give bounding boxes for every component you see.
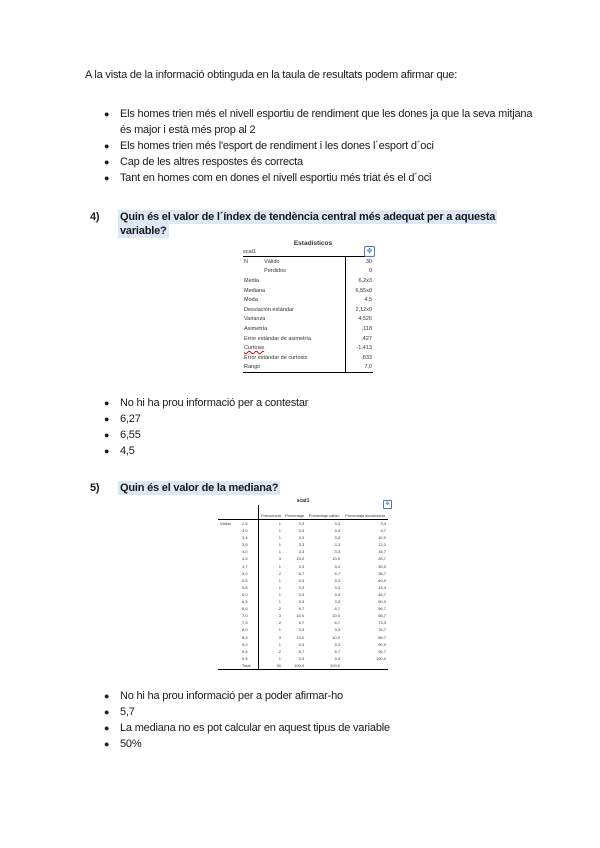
frequency: 2 — [278, 570, 281, 576]
row-sublabel: Válido — [264, 258, 280, 265]
category: 2,5 — [240, 520, 259, 528]
valid-percent: 6,7 — [334, 606, 341, 612]
valid-percent: 3,3 — [334, 641, 341, 647]
valid-percent: 100,0 — [306, 662, 342, 670]
cumulative-percent: 40,0 — [378, 577, 386, 583]
percent: 3,3 — [298, 535, 305, 541]
table-row — [243, 276, 373, 286]
category: 8,5 — [240, 634, 259, 641]
group-label — [218, 648, 240, 655]
option-item — [95, 411, 540, 427]
row-value: 0 — [345, 267, 373, 277]
question-text: Quin és el valor de l´índex de tendència central més adequat per a aquesta — [120, 211, 496, 223]
row-value: 6,55x0 — [345, 286, 373, 296]
table-row — [243, 257, 373, 267]
table-row — [243, 315, 373, 325]
percent: 10,0 — [296, 613, 305, 619]
table-row — [218, 520, 388, 528]
table-row — [218, 626, 388, 633]
percent: 3,3 — [298, 591, 305, 597]
option-item — [95, 688, 540, 704]
frequency: 1 — [278, 563, 281, 569]
options-q4 — [95, 395, 540, 459]
valid-percent: 3,3 — [334, 542, 341, 548]
table-row — [218, 634, 388, 641]
category: 5,8 — [240, 584, 259, 591]
option-item — [95, 736, 540, 752]
cumulative-percent: 56,7 — [378, 606, 386, 612]
table-row — [243, 295, 373, 305]
category: 3,0 — [240, 527, 259, 534]
table-row — [243, 353, 373, 363]
frequency: 1 — [278, 577, 281, 583]
group-label — [218, 626, 240, 633]
cumulative-percent: 76,7 — [378, 627, 386, 633]
row-label — [243, 267, 263, 277]
intro-text: A la vista de la informació obtinguda en la taula de resultats podem afirmar que: — [85, 69, 458, 81]
frequency: 3 — [278, 634, 281, 640]
group-label — [218, 605, 240, 612]
option-text: No hi ha prou informació per a poder afirmar-ho — [120, 690, 343, 702]
col-header: Porcentaje acumulado — [342, 505, 388, 520]
table-header-row — [218, 505, 388, 520]
option-item — [95, 170, 540, 186]
option-text-cont: és major i està més prop al 2 — [120, 124, 256, 136]
option-text: 6,27 — [120, 413, 141, 425]
row-value: ,427 — [345, 334, 373, 344]
group-label — [218, 634, 240, 641]
table-row — [243, 343, 373, 353]
bullet-icon: ● — [104, 157, 110, 167]
cumulative-percent: 30,0 — [378, 563, 386, 569]
question-text: Quin és el valor de la mediana? — [120, 482, 279, 494]
percent: 3,3 — [298, 528, 305, 534]
group-label — [218, 555, 240, 562]
percent: 100,0 — [283, 662, 306, 670]
row-value: -1,413 — [345, 343, 373, 353]
category: 8,0 — [240, 626, 259, 633]
pivot-icon: ✥ — [364, 246, 375, 257]
frequency: 1 — [278, 599, 281, 605]
cumulative-percent: 90,0 — [378, 641, 386, 647]
frequency: 1 — [278, 528, 281, 534]
option-item — [95, 443, 540, 459]
valid-percent: 10,0 — [332, 613, 341, 619]
row-sublabel: Perdidos — [264, 268, 286, 275]
table-row — [218, 591, 388, 598]
bullet-icon: ● — [104, 739, 110, 749]
group-label — [218, 570, 240, 577]
percent: 3,3 — [298, 641, 305, 647]
frequency: 2 — [278, 648, 281, 654]
cumulative-percent: 100,0 — [375, 655, 386, 661]
row-label: Error estándar de asimetría — [244, 335, 311, 342]
group-label — [218, 584, 240, 591]
row-label: Error estándar de curtosis — [244, 354, 308, 361]
cumulative-percent: 13,3 — [378, 542, 386, 548]
valid-percent: 3,3 — [334, 584, 341, 590]
percent: 6,7 — [298, 606, 305, 612]
percent: 10,0 — [296, 556, 305, 562]
table-row — [218, 563, 388, 570]
frequency: 1 — [278, 535, 281, 541]
category: 4,5 — [240, 555, 259, 562]
percent: 3,3 — [298, 549, 305, 555]
row-label: Varianza — [244, 316, 266, 323]
question-5 — [90, 482, 280, 494]
col-header: Porcentaje válido — [306, 505, 342, 520]
percent: 3,3 — [298, 542, 305, 548]
group-label — [218, 655, 240, 662]
category: 9,4 — [240, 648, 259, 655]
table-row — [218, 577, 388, 584]
row-value: 6,2x3 — [345, 276, 373, 286]
row-label: Asimetría — [244, 325, 268, 332]
option-text: Els homes trien més el nivell esportiu de rendiment que les dones ja que la seva mitjana — [120, 108, 533, 120]
frequency: 1 — [278, 627, 281, 633]
table-row — [218, 570, 388, 577]
option-text: Tant en homes com en dones el nivell esportiu més triat és el d´oci — [120, 172, 432, 184]
row-label: N — [244, 258, 248, 265]
question-number: 4) — [90, 211, 100, 223]
frequency-table — [218, 498, 388, 670]
bullet-icon: ● — [104, 446, 110, 456]
option-item — [95, 720, 540, 736]
cumulative-percent: 50,0 — [378, 599, 386, 605]
group-label — [218, 527, 240, 534]
table-row — [218, 648, 388, 655]
table-row — [218, 605, 388, 612]
col-header: Frecuencia — [259, 505, 283, 520]
group-label — [218, 548, 240, 555]
cumulative-percent: 26,7 — [378, 556, 386, 562]
percent: 6,7 — [298, 570, 305, 576]
bullet-icon: ● — [104, 707, 110, 717]
options-q3 — [95, 106, 540, 186]
frequency: 1 — [278, 521, 281, 526]
option-item — [95, 154, 540, 170]
question-number: 5) — [90, 482, 100, 494]
cumulative-percent: 73,3 — [378, 620, 386, 626]
stats-table — [243, 240, 373, 373]
option-item — [95, 704, 540, 720]
percent: 3,3 — [298, 627, 305, 633]
row-value: 4,526 — [345, 315, 373, 325]
table-row — [218, 527, 388, 534]
cumulative-percent: 6,7 — [380, 528, 386, 534]
stats-variable: scat1 — [243, 249, 257, 255]
bullet-icon: ● — [104, 691, 110, 701]
table-row — [243, 334, 373, 344]
category: Total — [240, 662, 259, 670]
cumulative-percent: 10,0 — [378, 535, 386, 541]
frequency: 1 — [278, 591, 281, 597]
option-item — [95, 427, 540, 443]
option-text: Cap de les altres respostes és correcta — [120, 156, 303, 168]
valid-percent: 3,3 — [334, 563, 341, 569]
row-label: Media — [244, 277, 259, 284]
table-row — [218, 662, 388, 670]
table-row — [243, 305, 373, 315]
cumulative-percent: 36,7 — [378, 570, 386, 576]
table-row — [218, 612, 388, 619]
valid-percent: 6,7 — [334, 570, 341, 576]
percent: 3,3 — [298, 584, 305, 590]
row-value: 4,5 — [345, 295, 373, 305]
percent: 6,7 — [298, 648, 305, 654]
cumulative-percent: 3,3 — [380, 521, 386, 526]
category: 6,0 — [240, 591, 259, 598]
question-4 — [90, 211, 497, 237]
question-text-cont: variable? — [120, 225, 167, 237]
row-label: Mediana — [244, 287, 266, 294]
cumulative-percent: 96,7 — [378, 648, 386, 654]
cumulative-percent: 66,7 — [378, 613, 386, 619]
category: 6,5 — [240, 598, 259, 605]
category: 6,6 — [240, 605, 259, 612]
table-row — [218, 641, 388, 648]
row-value: ,833 — [345, 353, 373, 363]
option-item — [95, 106, 540, 138]
group-label — [218, 541, 240, 548]
group-label — [218, 662, 240, 670]
option-text: La mediana no es pot calcular en aquest tipus de variable — [120, 722, 390, 734]
pivot-icon: ✥ — [383, 500, 392, 509]
option-text: 5,7 — [120, 706, 135, 718]
option-text: Els homes trien més l'esport de rendiment i les dones l´esport d´oci — [120, 140, 434, 152]
valid-percent: 3,3 — [334, 591, 341, 597]
percent: 3,3 — [298, 599, 305, 605]
group-label — [218, 612, 240, 619]
percent: 3,3 — [298, 655, 305, 661]
group-label — [218, 563, 240, 570]
row-label: Desviación estándar — [244, 306, 294, 313]
option-item — [95, 395, 540, 411]
table-row — [218, 541, 388, 548]
category: 9,0 — [240, 641, 259, 648]
valid-percent: 3,3 — [334, 535, 341, 541]
bullet-icon: ● — [104, 398, 110, 408]
table-row — [218, 534, 388, 541]
percent: 10,0 — [296, 634, 305, 640]
category: 4,0 — [240, 548, 259, 555]
category: 5,5 — [240, 577, 259, 584]
frequency: 1 — [278, 542, 281, 548]
group-label — [218, 534, 240, 541]
bullet-icon: ● — [104, 723, 110, 733]
freq-title: scat1 — [296, 498, 310, 504]
table-row — [243, 267, 373, 277]
category: 9,5 — [240, 655, 259, 662]
freq-body — [218, 520, 388, 670]
group-label — [218, 641, 240, 648]
frequency: 3 — [278, 613, 281, 619]
col-header: Porcentaje — [283, 505, 306, 520]
bullet-icon: ● — [104, 141, 110, 151]
frequency: 30 — [259, 662, 283, 670]
table-row — [243, 286, 373, 296]
row-value: ,118 — [345, 324, 373, 334]
row-value: 2,12x0 — [345, 305, 373, 315]
bullet-icon: ● — [104, 173, 110, 183]
cumulative-percent — [342, 662, 388, 670]
table-row — [218, 548, 388, 555]
cumulative-percent: 43,3 — [378, 584, 386, 590]
percent: 3,3 — [298, 521, 305, 526]
valid-percent: 3,3 — [334, 577, 341, 583]
category: 3,4 — [240, 534, 259, 541]
row-value: 30 — [345, 257, 373, 267]
category: 5,0 — [240, 570, 259, 577]
row-value: 7,0 — [345, 363, 373, 373]
cumulative-percent: 46,7 — [378, 591, 386, 597]
percent: 6,7 — [298, 620, 305, 626]
table-row — [218, 584, 388, 591]
valid-percent: 6,7 — [334, 648, 341, 654]
valid-percent: 10,0 — [332, 556, 341, 562]
row-label: Rango — [244, 364, 261, 371]
option-text: 4,5 — [120, 445, 135, 457]
category: 3,5 — [240, 541, 259, 548]
row-label: Curtosis — [244, 345, 265, 352]
frequency: 2 — [278, 620, 281, 626]
valid-percent: 3,3 — [334, 528, 341, 534]
options-q5 — [95, 688, 540, 752]
valid-percent: 3,3 — [334, 599, 341, 605]
option-item — [95, 138, 540, 154]
category: 4,7 — [240, 563, 259, 570]
table-row — [218, 655, 388, 662]
frequency: 1 — [278, 584, 281, 590]
group-label — [218, 577, 240, 584]
option-text: 50% — [120, 738, 142, 750]
cumulative-percent: 86,7 — [378, 634, 386, 640]
category: 7,0 — [240, 612, 259, 619]
valid-percent: 10,0 — [332, 634, 341, 640]
valid-percent: 3,3 — [334, 655, 341, 661]
frequency: 1 — [278, 655, 281, 661]
cumulative-percent: 16,7 — [378, 549, 386, 555]
group-label: Válido — [220, 521, 232, 526]
bullet-icon: ● — [104, 109, 110, 119]
group-label — [218, 619, 240, 626]
option-text: 6,55 — [120, 429, 141, 441]
group-label — [218, 591, 240, 598]
table-row — [218, 555, 388, 562]
row-label: Moda — [244, 297, 258, 304]
bullet-icon: ● — [104, 430, 110, 440]
frequency: 1 — [278, 549, 281, 555]
percent: 3,3 — [298, 563, 305, 569]
frequency: 2 — [278, 606, 281, 612]
valid-percent: 3,3 — [334, 521, 341, 526]
table-row — [243, 363, 373, 373]
valid-percent: 3,3 — [334, 627, 341, 633]
table-row — [218, 598, 388, 605]
percent: 3,3 — [298, 577, 305, 583]
frequency: 1 — [278, 641, 281, 647]
bullet-icon: ● — [104, 414, 110, 424]
category: 7,5 — [240, 619, 259, 626]
valid-percent: 6,7 — [334, 620, 341, 626]
table-row — [243, 324, 373, 334]
stats-title: Estadísticos — [293, 240, 333, 247]
group-label — [218, 598, 240, 605]
option-text: No hi ha prou informació per a contestar — [120, 397, 309, 409]
valid-percent: 3,3 — [334, 549, 341, 555]
frequency: 3 — [278, 556, 281, 562]
table-row — [218, 619, 388, 626]
